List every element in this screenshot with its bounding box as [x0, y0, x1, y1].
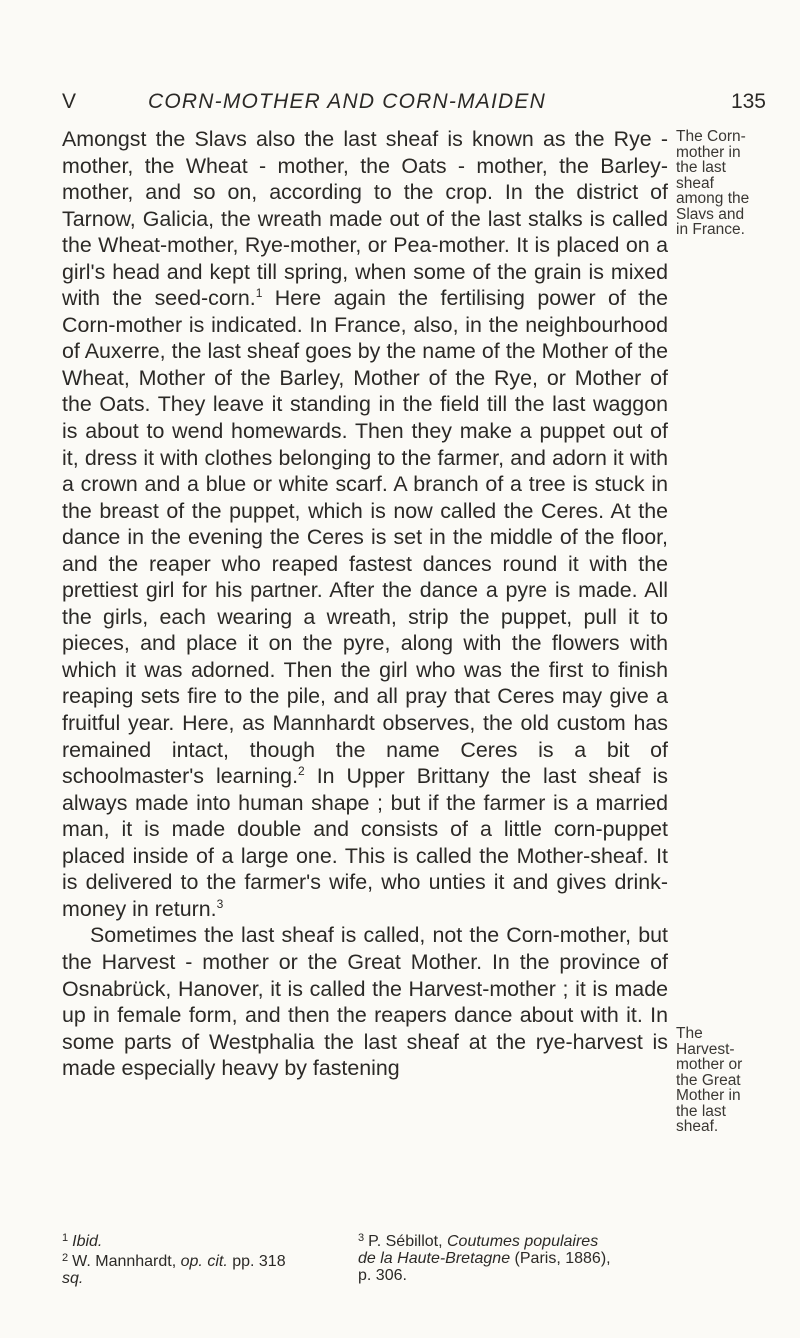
margin-note-line: among the: [676, 190, 750, 207]
margin-note-line: Harvest-: [676, 1040, 735, 1058]
paragraph-2-text: Sometimes the last sheaf is called, not the Corn-mother, but the Harvest - mother or the Great Mother. In the province of Osnabrück, Hanover, it is called the Harvest-mother ; it is made up in female form, and then the reapers dance about with it. In some parts of Westphalia the last sheaf at the rye-harvest is made especially heavy by fastening: [62, 923, 668, 1081]
running-title: CORN-MOTHER AND CORN-MAIDEN: [148, 90, 546, 113]
chapter-number: V: [62, 90, 77, 113]
margin-note-line: in France.: [676, 221, 745, 238]
footnote-italic: Coutumes populaires: [447, 1233, 599, 1250]
footnote-2-cont: [62, 1270, 362, 1287]
footnote-text: (Paris, 1886),: [510, 1250, 611, 1267]
footnotes-right-column: [358, 1230, 778, 1284]
footnote-text: p. 306.: [358, 1267, 407, 1284]
margin-note-harvest-mother: [676, 1026, 776, 1135]
page-number: 135: [730, 90, 766, 113]
paragraph-1-text-cont: Here again the fertilising power of the Corn-mother is indicated. In France, also, in the neighbourhood of Auxerre, the last sheaf goes by the name of the Mother of the Wheat, Mother of the Barley, Mother of the Rye, or Mother of the Oats. They leave it standing in the field till the last waggon is about to wend homewards. Then they make a puppet out of it, dress it with clothes belonging to the farmer, and adorn it with a crown and a blue or white scarf. A branch of a tree is stuck in the breast of the puppet, which is now called the Ceres. At the dance in the evening the Ceres is set in the middle of the floor, and the reaper who reaped fastest dances round it with the prettiest girl for his partner. After the dance a pyre is made. All the girls, each wearing a wreath, strip the puppet, pull it to pieces, and place it on the pyre, along with the flowers with which it was adorned. Then the girl who was the first to finish reaping sets fire to the pile, and all pray that Ceres may give a fruitful year. Here, as Mannhardt observes, the old custom has remained intact, though the name Ceres is a bit of schoolmaster's learning.: [62, 286, 668, 789]
footnote-ref-3: 3: [216, 896, 224, 911]
margin-note-line: the last: [676, 159, 726, 176]
footnote-text: Ibid.: [72, 1233, 103, 1250]
footnote-text: pp. 318: [227, 1253, 286, 1270]
footnote-1: [62, 1230, 365, 1250]
running-head: [62, 90, 766, 120]
margin-note-line: mother in: [676, 143, 741, 161]
paragraph-2: [62, 922, 668, 1081]
paragraph-1: [62, 126, 668, 922]
footnote-ref-2: 2: [298, 764, 305, 779]
paragraph-1-text: Amongst the Slavs also the last sheaf is known as the Rye - mother, the Wheat - mother, the Oats - mother, the Barley-mother, and so on, according to the crop. In the district of Tarnow, Galicia, the wreath made out of the last stalks is called the Wheat-mother, Rye-mother, or Pea-mother. It is placed on a girl's head and kept till spring, when some of the grain is mixed with the seed-corn.: [62, 127, 668, 311]
footnote-ref-1: 1: [255, 286, 263, 301]
margin-note-line: The Corn-: [676, 128, 746, 145]
margin-note-line: the Great: [676, 1071, 741, 1089]
margin-note-line: sheaf.: [676, 1118, 719, 1135]
footnote-text: W. Mannhardt,: [72, 1253, 181, 1270]
footnote-mark: 3: [358, 1232, 365, 1244]
footnotes-left-column: [62, 1230, 365, 1287]
footnote-3-cont2: [358, 1267, 778, 1284]
margin-note-line: sheaf: [676, 174, 714, 192]
footnote-text: P. Sébillot,: [368, 1233, 447, 1250]
margin-note-line: Slavs and: [676, 205, 745, 223]
paragraph-1-text-cont2: In Upper Brittany the last sheaf is always made into human shape ; but if the farmer is a married man, it is made double and consists of a little corn-puppet placed inside of a large one. This is called the Mother-sheaf. It is delivered to the farmer's wife, who unties it and gives drink-money in return.: [62, 764, 668, 921]
footnote-mark: 2: [62, 1252, 69, 1264]
margin-note-line: The: [676, 1025, 703, 1042]
footnote-3: [358, 1230, 778, 1250]
body-text: [62, 126, 668, 1082]
footnote-italic: sq.: [62, 1270, 84, 1287]
footnote-3-cont: [358, 1250, 778, 1267]
footnote-italic: Haute-Bretagne: [397, 1250, 511, 1267]
footnote-italic: op. cit.: [180, 1253, 228, 1270]
margin-note-line: mother or: [676, 1056, 743, 1073]
footnote-2: [62, 1250, 362, 1270]
margin-note-line: the last: [676, 1102, 726, 1120]
margin-note-corn-mother: [676, 129, 776, 238]
footnote-mark: 1: [62, 1232, 69, 1244]
footnote-italic: de la: [358, 1250, 398, 1267]
margin-note-line: Mother in: [676, 1087, 741, 1104]
